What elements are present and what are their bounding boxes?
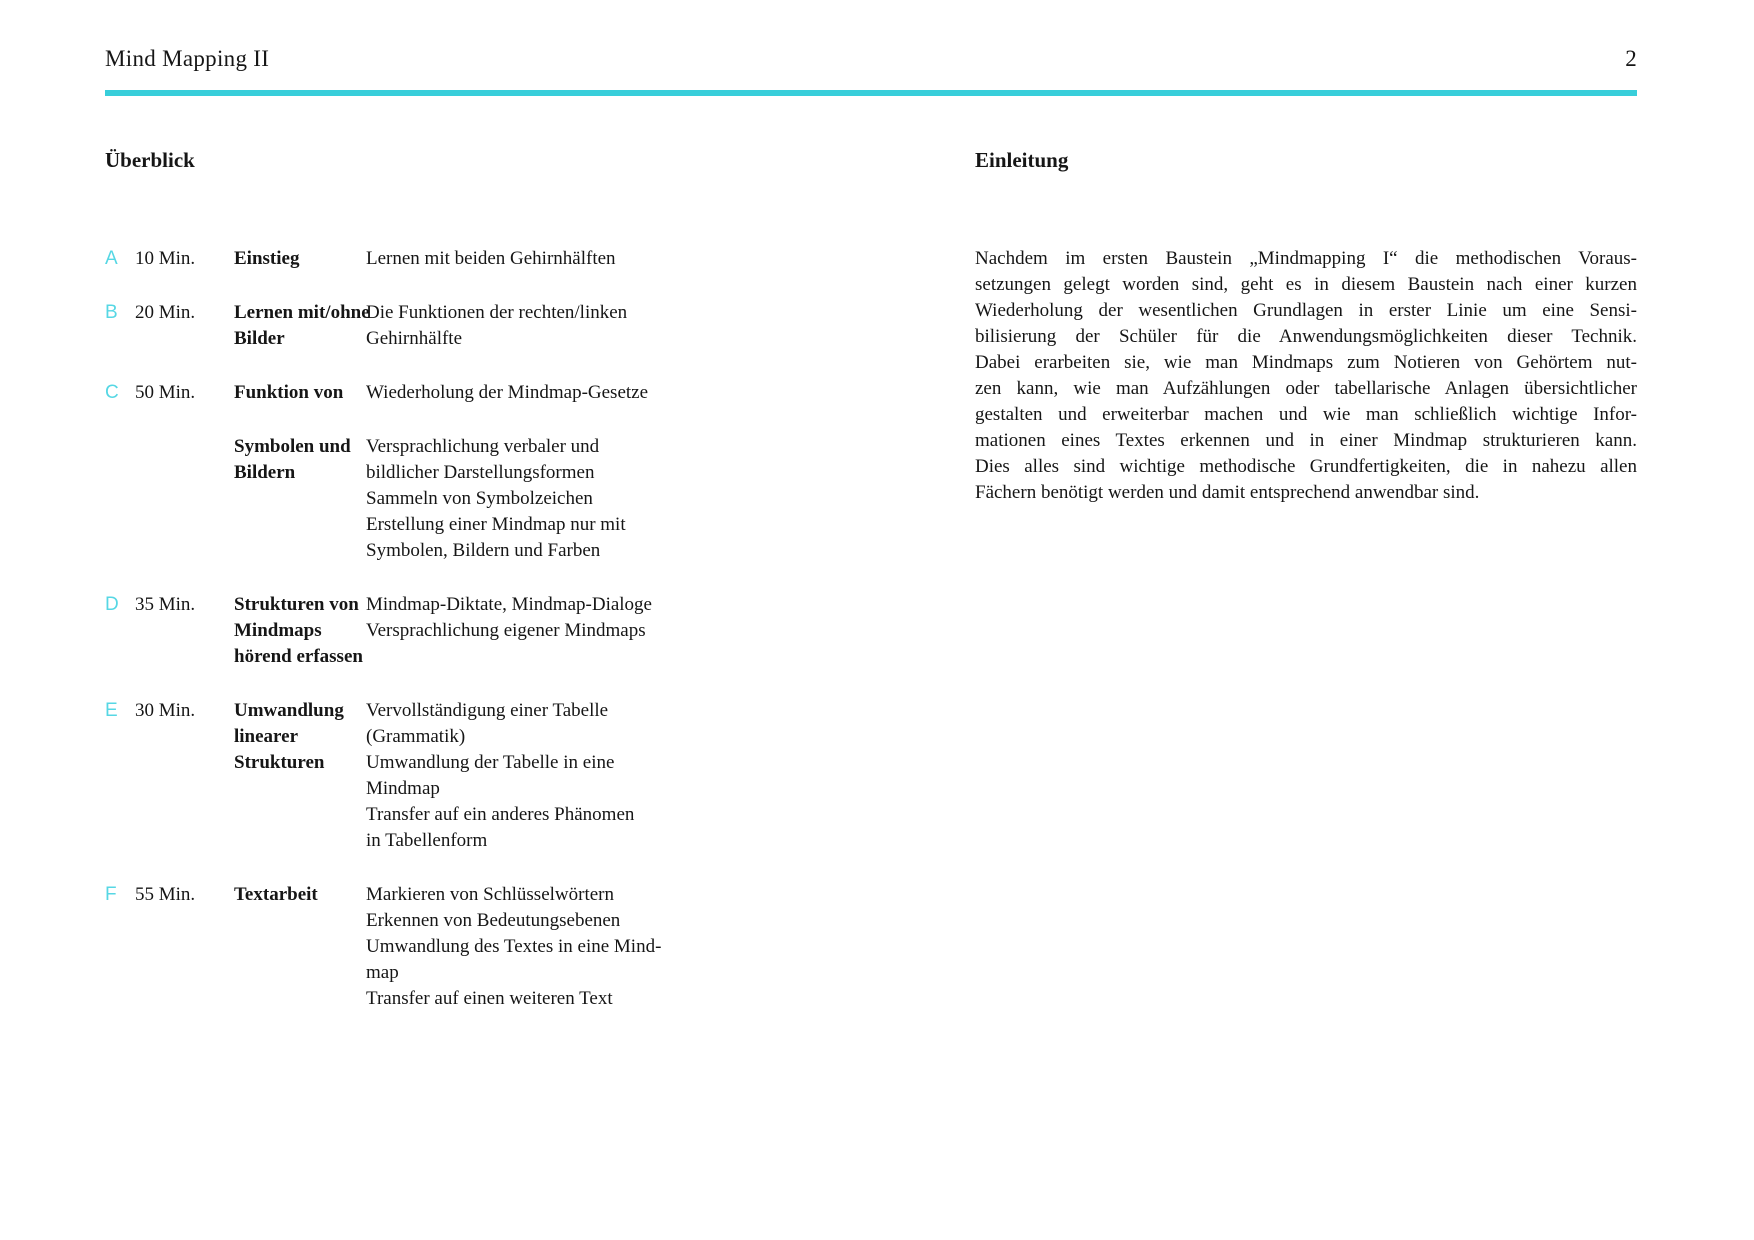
row-description <box>366 380 945 406</box>
text-line: Einstieg <box>234 248 300 269</box>
text-line: Die Funktionen der rechten/linken <box>366 302 628 323</box>
text-line: setzungen gelegt worden sind, geht es in diesem Baustein nach einer kurzen <box>975 274 1637 295</box>
text-line: Versprachlichung verbaler und <box>366 436 600 457</box>
text-line: Symbolen, Bildern und Farben <box>366 540 601 561</box>
text-line: Dabei erarbeiten sie, wie man Mindmaps zum Notieren von Gehörtem nut- <box>975 352 1637 373</box>
row-letter-badge: A <box>105 248 118 269</box>
text-line: Lernen mit/ohne <box>234 302 370 323</box>
text-line: gestalten und erweiterbar machen und wie man schließlich wichtige Infor- <box>975 404 1637 425</box>
text-line: Bildern <box>234 462 296 483</box>
overview-row <box>105 380 945 406</box>
row-letter-badge: B <box>105 302 118 323</box>
text-line: Umwandlung des Textes in eine Mind- <box>366 936 662 957</box>
header-rule <box>105 90 1637 96</box>
text-line: Umwandlung <box>234 700 344 721</box>
row-topic <box>234 300 370 352</box>
text-line: linearer <box>234 726 299 747</box>
text-line: (Grammatik) <box>366 726 466 747</box>
row-description <box>366 246 945 272</box>
text-line: Markieren von Schlüsselwörtern <box>366 884 614 905</box>
text-line: Fächern benötigt werden und damit entsprechend anwendbar sind. <box>975 482 1480 503</box>
text-line: Bilder <box>234 328 285 349</box>
row-topic <box>234 434 366 486</box>
row-description <box>366 434 945 564</box>
overview-heading: Überblick <box>105 148 195 172</box>
row-duration: 55 Min. <box>135 884 196 905</box>
text-line: Transfer auf einen weiteren Text <box>366 988 613 1009</box>
overview-table <box>105 246 945 1012</box>
overview-row <box>105 300 945 352</box>
row-letter-badge: F <box>105 884 117 905</box>
text-line: Versprachlichung eigener Mindmaps <box>366 620 646 641</box>
row-topic <box>234 592 366 670</box>
text-line: Lernen mit beiden Gehirnhälften <box>366 248 616 269</box>
text-line: map <box>366 962 399 983</box>
text-line: Strukturen von <box>234 594 359 615</box>
text-line: Sammeln von Symbolzeichen <box>366 488 593 509</box>
text-line: hörend erfassen <box>234 646 363 667</box>
text-line: Gehirnhälfte <box>366 328 463 349</box>
row-topic <box>234 246 366 272</box>
text-line: Textarbeit <box>234 884 318 905</box>
text-line: bilisierung der Schüler für die Anwendungsmöglichkeiten dieser Technik. <box>975 326 1637 347</box>
text-line: Symbolen und <box>234 436 351 457</box>
text-line: zen kann, wie man Aufzählungen oder tabellarische Anlagen übersichtlicher <box>975 378 1637 399</box>
text-line: Dies alles sind wichtige methodische Grundfertigkeiten, die in nahezu allen <box>975 456 1637 477</box>
text-line: Mindmap-Diktate, Mindmap-Dialoge <box>366 594 652 615</box>
row-duration: 50 Min. <box>135 382 196 403</box>
row-letter-badge: D <box>105 594 119 615</box>
row-topic <box>234 698 366 776</box>
text-line: in Tabellenform <box>366 830 488 851</box>
text-line: mationen eines Textes erkennen und in einer Mindmap strukturieren kann. <box>975 430 1637 451</box>
row-duration: 35 Min. <box>135 594 196 615</box>
row-letter-badge: C <box>105 382 119 403</box>
overview-row <box>105 246 945 272</box>
page-number: 2 <box>1625 46 1637 71</box>
introduction-heading: Einleitung <box>975 148 1069 172</box>
page-title: Mind Mapping II <box>105 46 270 71</box>
text-line: Transfer auf ein anderes Phänomen <box>366 804 635 825</box>
page-header <box>105 44 1637 74</box>
text-line: Nachdem im ersten Baustein „Mindmapping I“ die methodischen Voraus- <box>975 248 1637 269</box>
text-line: Vervollständigung einer Tabelle <box>366 700 609 721</box>
overview-row <box>105 698 945 854</box>
row-letter-badge: E <box>105 700 118 721</box>
row-topic <box>234 882 366 908</box>
text-line: Mindmaps <box>234 620 322 641</box>
row-duration: 30 Min. <box>135 700 196 721</box>
text-line: Wiederholung der Mindmap-Gesetze <box>366 382 649 403</box>
text-line: Erkennen von Bedeutungsebenen <box>366 910 621 931</box>
text-line: Funktion von <box>234 382 344 403</box>
row-duration: 10 Min. <box>135 248 196 269</box>
text-line: bildlicher Darstellungsformen <box>366 462 595 483</box>
row-topic <box>234 380 366 406</box>
row-description <box>366 698 945 854</box>
text-line: Wiederholung der wesentlichen Grundlagen in erster Linie um eine Sensi- <box>975 300 1637 321</box>
row-description <box>366 882 945 1012</box>
text-line: Mindmap <box>366 778 440 799</box>
row-description <box>366 300 945 352</box>
row-description <box>366 592 945 644</box>
text-line: Erstellung einer Mindmap nur mit <box>366 514 626 535</box>
overview-row <box>105 434 945 564</box>
overview-row <box>105 882 945 1012</box>
text-line: Strukturen <box>234 752 325 773</box>
text-line: Umwandlung der Tabelle in eine <box>366 752 615 773</box>
introduction-paragraph <box>975 246 1637 506</box>
row-duration: 20 Min. <box>135 302 196 323</box>
overview-row <box>105 592 945 670</box>
